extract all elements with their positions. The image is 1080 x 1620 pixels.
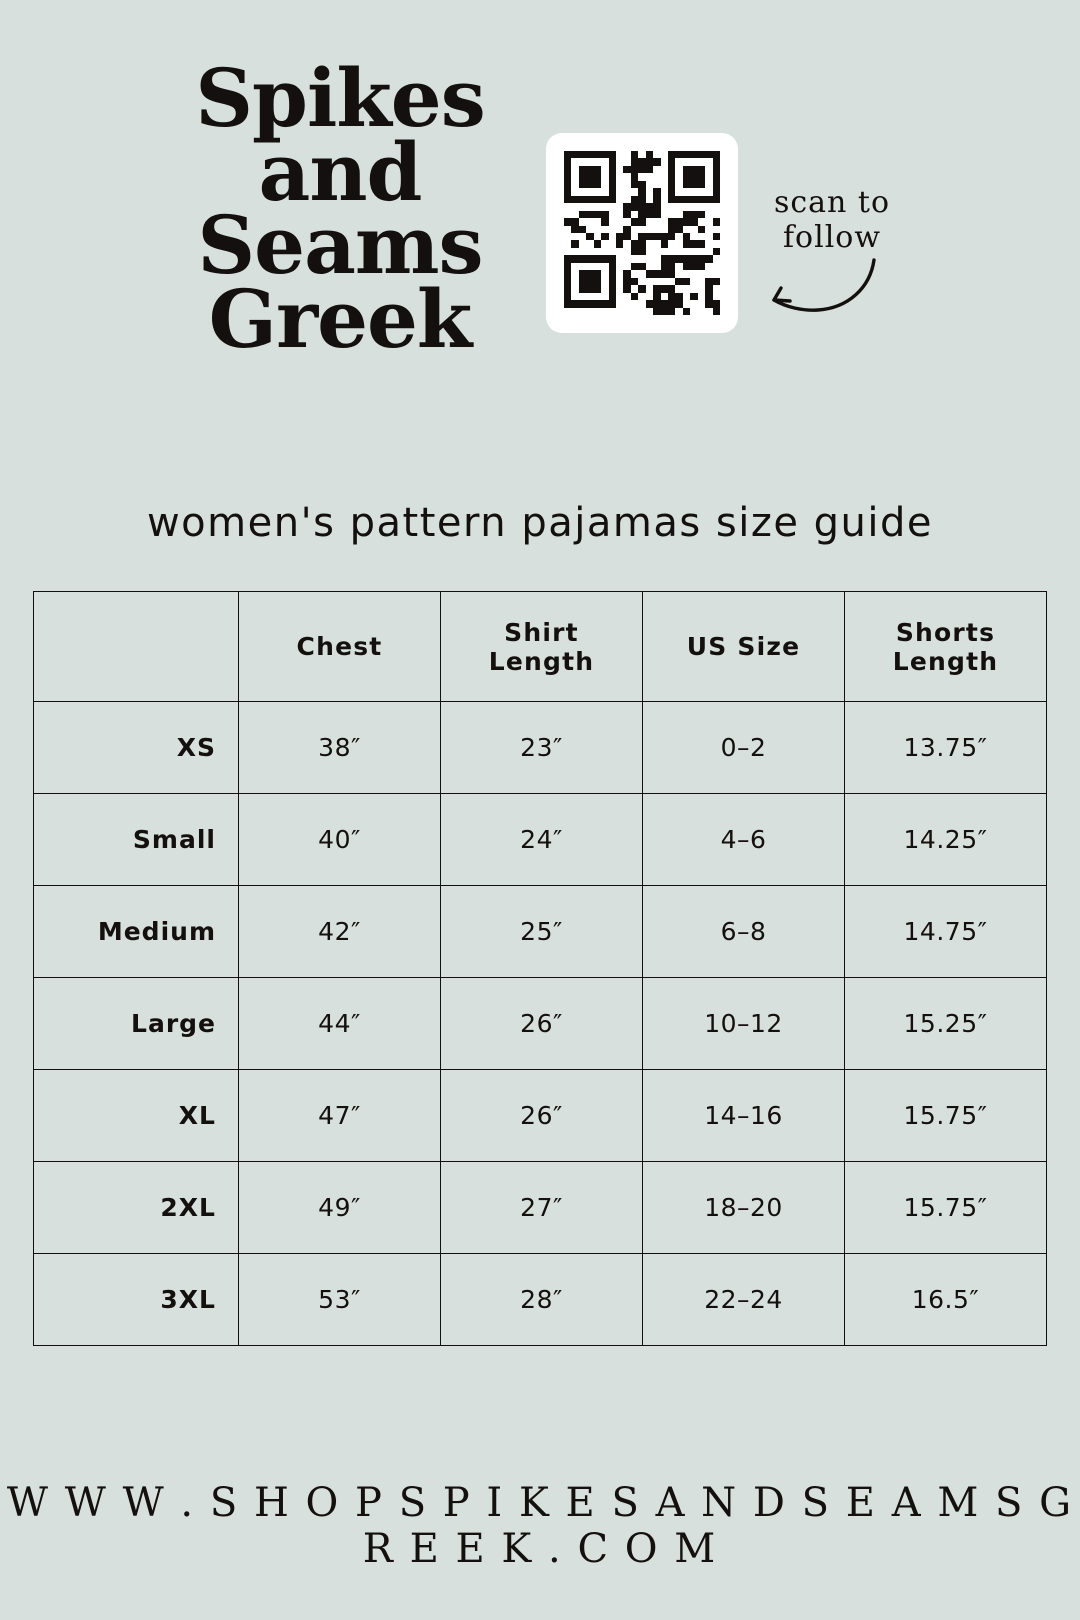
- table-header-us-size: US Size: [643, 592, 845, 702]
- cell-us-size: 10–12: [643, 978, 845, 1070]
- table-row: [34, 794, 1047, 886]
- brand-line-2: and: [258, 124, 422, 219]
- curved-arrow-icon: [752, 252, 882, 322]
- cell-chest: 47″: [239, 1070, 441, 1162]
- row-size-label: 2XL: [34, 1162, 239, 1254]
- table-row: [34, 1070, 1047, 1162]
- cell-shorts-length: 15.25″: [845, 978, 1047, 1070]
- row-size-label: XS: [34, 702, 239, 794]
- cell-shorts-length: 13.75″: [845, 702, 1047, 794]
- scan-caption-line-1: scan to: [773, 185, 891, 220]
- cell-us-size: 4–6: [643, 794, 845, 886]
- scan-caption-line-2: follow: [782, 219, 882, 255]
- table-row: [34, 886, 1047, 978]
- brand-line-1: Spikes: [195, 51, 485, 145]
- cell-chest: 49″: [239, 1162, 441, 1254]
- cell-shorts-length: 14.25″: [845, 794, 1047, 886]
- table-header-blank: [34, 592, 239, 702]
- cell-shirt-length: 26″: [441, 1070, 643, 1162]
- cell-chest: 42″: [239, 886, 441, 978]
- cell-us-size: 0–2: [643, 702, 845, 794]
- table-header-shorts-length: Shorts Length: [845, 592, 1047, 702]
- cell-chest: 38″: [239, 702, 441, 794]
- cell-us-size: 14–16: [643, 1070, 845, 1162]
- brand-line-4: Greek: [208, 271, 472, 366]
- header: [0, 0, 1080, 440]
- table-row: [34, 1254, 1047, 1346]
- cell-chest: 40″: [239, 794, 441, 886]
- table-row: [34, 978, 1047, 1070]
- row-size-label: Large: [34, 978, 239, 1070]
- qr-code-icon[interactable]: [546, 133, 738, 333]
- cell-shirt-length: 26″: [441, 978, 643, 1070]
- table-header-shirt-length: Shirt Length: [441, 592, 643, 702]
- brand-line-3: Seams: [197, 198, 483, 293]
- page-title: women's pattern pajamas size guide: [146, 500, 934, 546]
- cell-shorts-length: 14.75″: [845, 886, 1047, 978]
- cell-shirt-length: 23″: [441, 702, 643, 794]
- cell-us-size: 18–20: [643, 1162, 845, 1254]
- scan-to-follow-label: [757, 186, 907, 255]
- table-header: [34, 592, 1047, 702]
- cell-us-size: 22–24: [643, 1254, 845, 1346]
- row-size-label: 3XL: [34, 1254, 239, 1346]
- cell-shirt-length: 25″: [441, 886, 643, 978]
- row-size-label: Small: [34, 794, 239, 886]
- table-header-chest: Chest: [239, 592, 441, 702]
- table-row: [34, 702, 1047, 794]
- cell-us-size: 6–8: [643, 886, 845, 978]
- cell-shorts-length: 15.75″: [845, 1070, 1047, 1162]
- table-body: [34, 702, 1047, 1346]
- cell-shorts-length: 15.75″: [845, 1162, 1047, 1254]
- row-size-label: XL: [34, 1070, 239, 1162]
- brand-wordmark: [175, 51, 505, 366]
- size-guide-table: [33, 591, 1047, 1346]
- table-header-row: [34, 592, 1047, 702]
- table-row: [34, 1162, 1047, 1254]
- cell-shirt-length: 28″: [441, 1254, 643, 1346]
- cell-shirt-length: 24″: [441, 794, 643, 886]
- cell-chest: 44″: [239, 978, 441, 1070]
- footer-website: W W W . S H O P S P I K E S A N D S E A M S G R E E K . C O M: [6, 1480, 1074, 1572]
- cell-shirt-length: 27″: [441, 1162, 643, 1254]
- cell-chest: 53″: [239, 1254, 441, 1346]
- row-size-label: Medium: [34, 886, 239, 978]
- qr-code-modules: [564, 151, 720, 315]
- cell-shorts-length: 16.5″: [845, 1254, 1047, 1346]
